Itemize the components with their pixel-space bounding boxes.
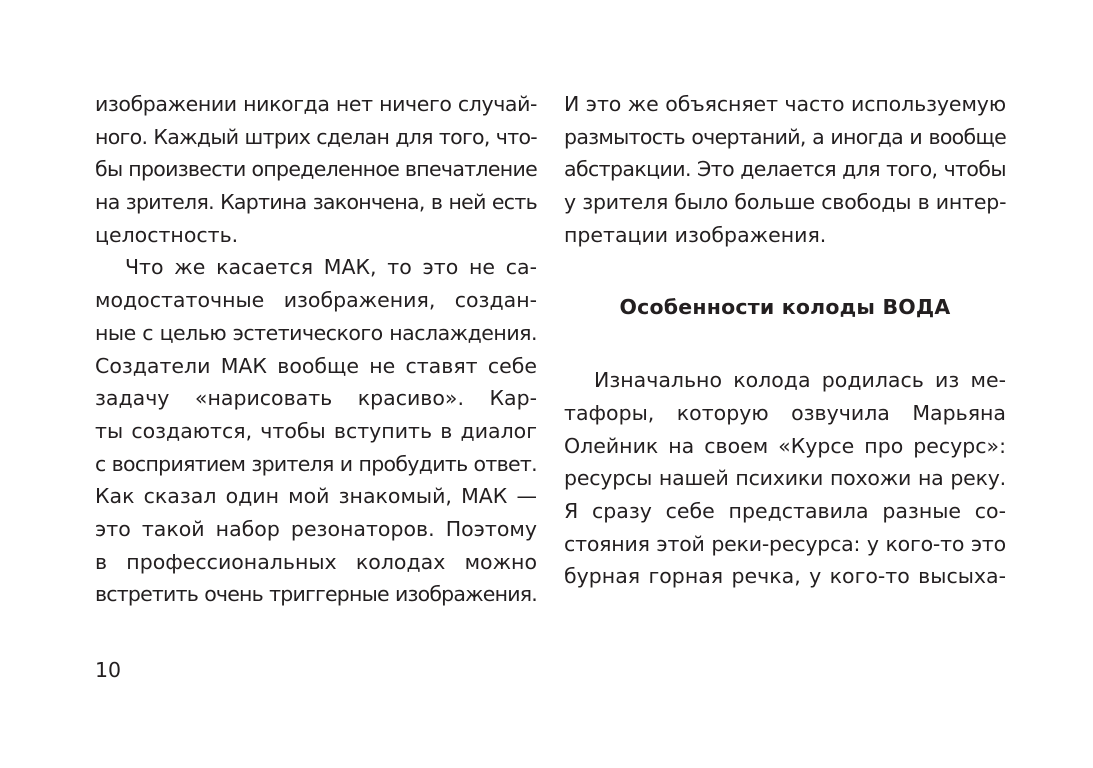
- text-line: И это же объясняет часто используемую: [564, 92, 1006, 116]
- section-heading: Особенности колоды ВОДА: [619, 295, 951, 320]
- text-line: модостаточные изображения, создан-: [95, 288, 537, 313]
- text-line: Создатели МАК вообще не ставят себе: [95, 353, 537, 378]
- text-line: изображении никогда нет ничего случай-: [95, 92, 537, 116]
- text-line: стояния этой реки-ресурса: у кого-то это: [564, 531, 1006, 556]
- text-line: у зрителя было больше свободы в интер-: [564, 190, 1007, 215]
- text-line: встретить очень триггерные изображения.: [95, 582, 537, 607]
- text-line: бы произвести определенное впечатление: [95, 157, 537, 182]
- text-line: ные с целью эстетического наслаждения.: [95, 320, 537, 345]
- text-line: Как сказал один мой знакомый, МАК —: [95, 484, 537, 509]
- text-line: ресурсы нашей психики похожи на реку.: [564, 466, 1006, 491]
- spacer: [564, 251, 1006, 291]
- page-number: 10: [95, 658, 122, 682]
- text-line: тафоры, которую озвучила Марьяна: [564, 400, 1006, 425]
- text-line: Олейник на своем «Курсе про ресурс»:: [564, 433, 1006, 458]
- paragraph-first-line: Что же касается МАК, то это не са-: [125, 255, 537, 280]
- text-line: ты создаются, чтобы вступить в диалог: [95, 418, 537, 443]
- text-line: Я сразу себе представила разные со-: [564, 498, 1006, 523]
- text-line: размытость очертаний, а иногда и вообще: [564, 124, 1006, 149]
- text-line: это такой набор резонаторов. Поэтому: [95, 516, 537, 541]
- text-line: ного. Каждый штрих сделан для того, что-: [95, 124, 537, 149]
- text-line: целостность.: [95, 222, 239, 247]
- text-line: претации изображения.: [564, 222, 827, 247]
- paragraph-first-line: Изначально колода родилась из ме-: [594, 368, 1006, 393]
- text-line: на зрителя. Картина закончена, в ней есть: [95, 190, 537, 215]
- text-line: бурная горная речка, у кого-то высыха-: [564, 564, 1006, 589]
- left-column: [95, 88, 537, 611]
- text-line: с восприятием зрителя и пробудить ответ.: [95, 451, 537, 476]
- spacer: [564, 324, 1006, 364]
- text-line: абстракции. Это делается для того, чтобы: [564, 157, 1006, 182]
- text-line: в профессиональных колодах можно: [95, 549, 537, 574]
- right-column: [564, 88, 1006, 593]
- text-line: задачу «нарисовать красиво». Кар-: [95, 386, 537, 411]
